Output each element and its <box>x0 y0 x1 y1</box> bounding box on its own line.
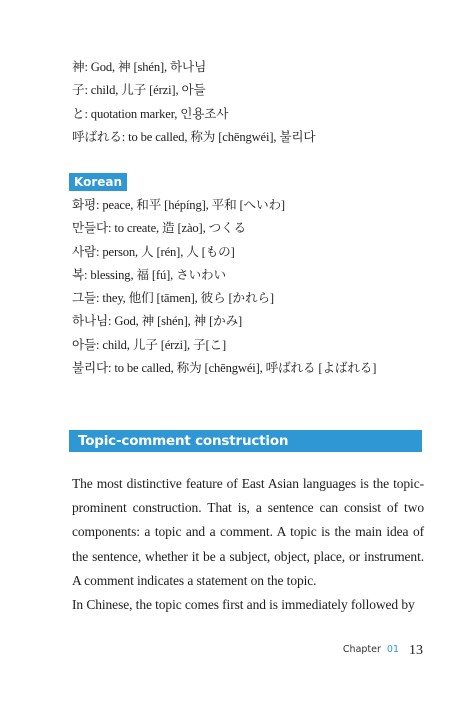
section-heading-bar <box>69 430 422 452</box>
paragraph: The most distinctive feature of East Asian languages is the topic-prominent construction. That is, a sentence can consist of two components: a topic and a comment. A topic is the main idea of the sentence, whether it be a subject, object, place, or instrument. A comment indicates a statement on the topic. <box>72 476 424 588</box>
paragraph: In Chinese, the topic comes first and is immediately followed by <box>72 597 415 613</box>
page-footer <box>343 641 423 659</box>
vocab-item: 사람: person, 人 [rén], 人 [もの] <box>72 244 235 259</box>
body-text <box>72 472 424 617</box>
vocab-item: 그들: they, 他们 [tāmen], 彼ら [かれら] <box>72 291 274 306</box>
chapter-number: 01 <box>386 644 399 655</box>
vocab-item: 呼ばれる: to be called, 称为 [chēngwéi], 불리다 <box>72 129 316 144</box>
korean-label-tag: Korean <box>69 173 127 191</box>
vocab-item: 화평: peace, 和平 [hépíng], 平和 [へいわ] <box>72 198 285 212</box>
vocab-item: 子: child, 儿子 [érzi], 아들 <box>72 83 206 98</box>
vocab-list-top <box>72 56 315 149</box>
vocab-item: 아들: child, 儿子 [érzi], 子[こ] <box>72 337 227 352</box>
vocab-item: 복: blessing, 福 [fú], さいわい <box>72 267 226 282</box>
page-number: 13 <box>409 643 423 658</box>
vocab-item: 불리다: to be called, 称为 [chēngwéi], 呼ばれる [よばれる] <box>72 361 377 376</box>
vocab-item: 하나님: God, 神 [shén], 神 [かみ] <box>72 314 243 329</box>
chapter-label: Chapter <box>342 644 381 655</box>
section-title: Topic-comment construction <box>78 433 289 449</box>
vocab-item: 神: God, 神 [shén], 하나님 <box>72 60 207 74</box>
vocab-list-korean <box>72 194 376 380</box>
vocab-item: と: quotation marker, 인용조사 <box>72 106 229 121</box>
vocab-item: 만들다: to create, 造 [zào], つくる <box>72 221 246 236</box>
